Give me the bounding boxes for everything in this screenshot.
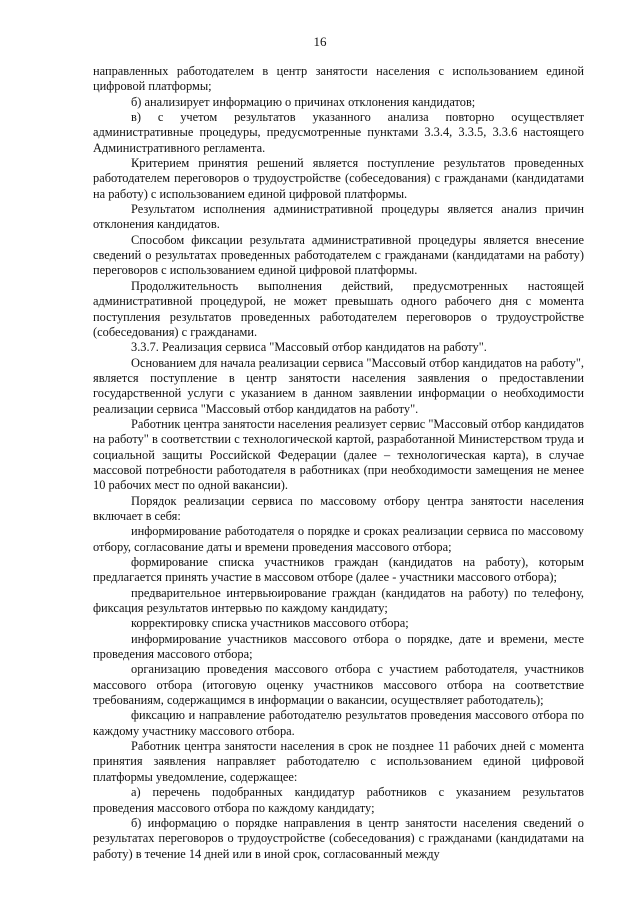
paragraph: б) анализирует информацию о причинах отклонения кандидатов; bbox=[131, 94, 476, 109]
list-item: фиксацию и направление работодателю результатов проведения массового отбора по каждому участнику массового отбора. bbox=[93, 708, 584, 738]
paragraph: Способом фиксации результата административной процедуры является внесение сведений о результатах проведенных работодателем с гражданами (кандидатами на работу) переговоров с использованием единой цифровой платформы. bbox=[93, 232, 584, 278]
list-item: организацию проведения массового отбора с участием работодателя, участников массового отбора (итоговую оценку участников массового отбора на соответствие требованиям, содержащимся в информации о вакансии, осуществляет работодатель); bbox=[93, 662, 584, 708]
section-heading: 3.3.7. Реализация сервиса "Массовый отбор кандидатов на работу". bbox=[131, 340, 487, 355]
paragraph: Результатом исполнения административной процедуры является анализ причин отклонения кандидатов. bbox=[93, 202, 584, 232]
list-item: а) перечень подобранных кандидатур работников с указанием результатов проведения массового отбора по каждому кандидату; bbox=[93, 785, 584, 815]
paragraph: Основанием для начала реализации сервиса "Массовый отбор кандидатов на работу", является поступление в центр занятости населения заявления о предоставлении государственной услуги с указанием в данном заявлении информации о необходимости реализации сервиса "Массовый отбор кандидатов на работу". bbox=[93, 355, 584, 416]
list-item: предварительное интервьюирование граждан (кандидатов на работу) по телефону, фиксация результатов интервью по каждому кандидату; bbox=[93, 585, 584, 616]
paragraph: Критерием принятия решений является поступление результатов проведенных работодателем переговоров о трудоустройстве (собеседования) с гражданами (кандидатами на работу) с использованием единой цифровой платформы. bbox=[93, 156, 584, 201]
paragraph: направленных работодателем в центр занятости населения с использованием единой цифровой платформы; bbox=[93, 64, 584, 94]
body-text bbox=[93, 64, 584, 862]
page-number: 16 bbox=[313, 34, 327, 49]
list-item: корректировку списка участников массового отбора; bbox=[131, 616, 409, 631]
list-item: информирование работодателя о порядке и сроках реализации сервиса по массовому отбору, согласование даты и времени проведения массового отбора; bbox=[93, 524, 584, 554]
list-item: информирование участников массового отбора о порядке, дате и времени, месте проведения массового отбора; bbox=[93, 631, 584, 662]
paragraph: Продолжительность выполнения действий, предусмотренных настоящей административной процедурой, не может превышать одного рабочего дня с момента поступления результатов проведенных работодателем переговоров о трудоустройстве (собеседования) с гражданами. bbox=[93, 278, 584, 339]
paragraph: Работник центра занятости населения реализует сервис "Массовый отбор кандидатов на работу" в соответствии с технологической картой, разработанной Министерством труда и социальной защиты Российской Федерации (далее – технологическая карта), в случае массовой потребности работодателя в работниках (при необходимости замещения не менее 10 рабочих мест по одной вакансии). bbox=[93, 416, 584, 493]
paragraph: Работник центра занятости населения в срок не позднее 11 рабочих дней с момента принятия заявления направляет работодателю с использованием единой цифровой платформы уведомление, содержащее: bbox=[93, 739, 584, 784]
list-item: б) информацию о порядке направления в центр занятости населения сведений о результатах переговоров о трудоустройстве (собеседования) с гражданами (кандидатами на работу) в течение 14 дней или в иной срок, согласованный между bbox=[93, 815, 584, 861]
list-item: формирование списка участников граждан (кандидатов на работу), которым предлагается принять участие в массовом отборе (далее - участники массового отбора); bbox=[93, 555, 584, 585]
paragraph: Порядок реализации сервиса по массовому отбору центра занятости населения включает в себя: bbox=[93, 493, 584, 523]
paragraph: в) с учетом результатов указанного анализа повторно осуществляет административные процедуры, предусмотренные пунктами 3.3.4, 3.3.5, 3.3.6 настоящего Административного регламента. bbox=[93, 110, 584, 155]
